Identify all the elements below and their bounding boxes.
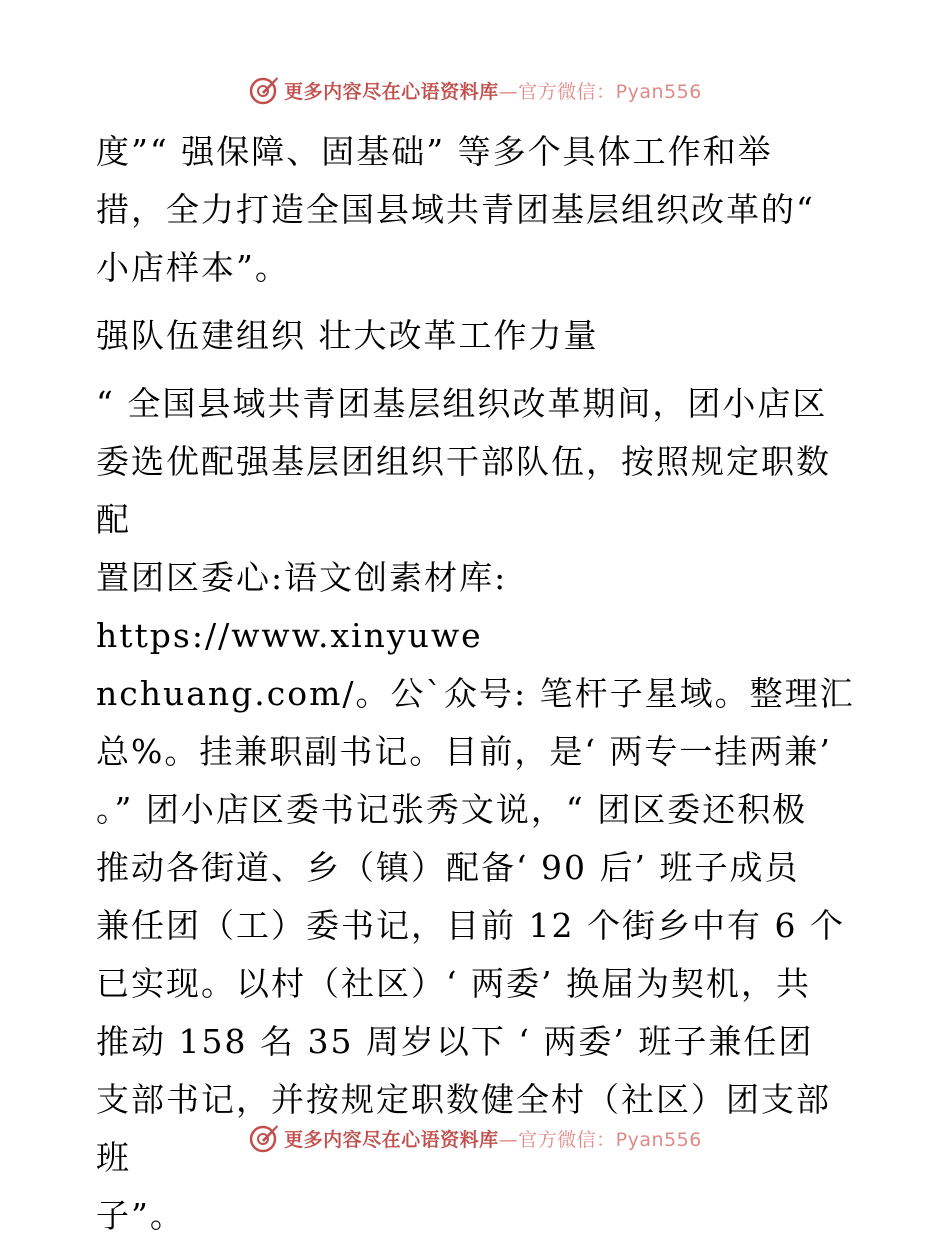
text-line: 推动 158 名 35 周岁以下 ‘ 两委’ 班子兼任团	[96, 1022, 814, 1061]
watermark-brand: 更多内容尽在心语资料库	[284, 1128, 499, 1151]
text-line: 。” 团小店区委书记张秀文说，“ 团区委还积极	[96, 790, 808, 829]
text-line: 小店样本”。	[96, 248, 290, 287]
text-line: “ 全国县域共青团基层组织改革期间，团小店区	[96, 384, 828, 423]
document-body	[96, 123, 856, 1245]
watermark-wechat: —官方微信：Pyan556	[498, 80, 702, 103]
text-line: 置团区委心:语文创素材库: https://www.xinyuwe	[96, 558, 508, 655]
watermark-footer	[0, 1118, 950, 1158]
text-line: 总%。挂兼职副书记。目前，是‘ 两专一挂两兼’	[96, 732, 832, 771]
text-line: nchuang.com/。公`众号: 笔杆子星域。整理汇	[96, 674, 855, 713]
watermark-brand: 更多内容尽在心语资料库	[284, 80, 499, 103]
text-line: 措，全力打造全国县域共青团基层组织改革的“	[96, 190, 815, 229]
quill-logo-icon	[248, 1122, 280, 1154]
text-line: 支部书记，并按规定职数健全村（社区）团支部班	[96, 1080, 831, 1177]
text-line: 兼任团（工）委书记，目前 12 个街乡中有 6 个	[96, 906, 845, 945]
text-line: 推动各街道、乡（镇）配备‘ 90 后’ 班子成员	[96, 848, 800, 887]
watermark-header	[0, 70, 950, 110]
quill-logo-icon	[248, 74, 280, 106]
section-heading: 强队伍建组织 壮大改革工作力量	[96, 316, 599, 355]
text-line: 子”。	[96, 1196, 185, 1235]
watermark-wechat: —官方微信：Pyan556	[498, 1128, 702, 1151]
text-line: 委选优配强基层团组织干部队伍，按照规定职数配	[96, 442, 831, 539]
text-line: 度”“ 强保障、固基础” 等多个具体工作和举	[96, 132, 773, 171]
text-line: 已实现。以村（社区）‘ 两委’ 换届为契机，共	[96, 964, 811, 1003]
